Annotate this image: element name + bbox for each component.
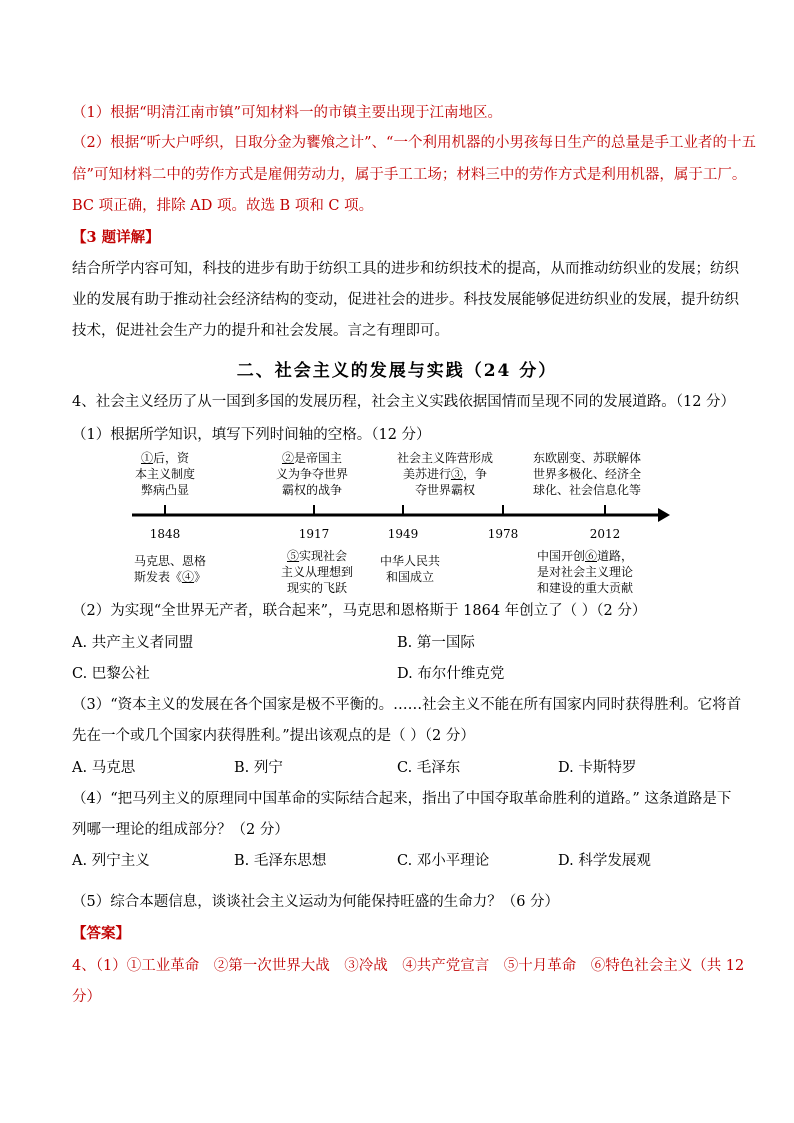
q3-detail-line2: 业的发展有助于推动社会经济结构的变动，促进社会的进步。科技发展能够促进纺织业的发展，提升纺织 [72, 292, 739, 308]
timeline-text: 是帝国主 [294, 451, 343, 465]
option-a[interactable]: A. 马克思 [72, 760, 136, 776]
analysis-p1: （1）根据“明清江南市镇”可知材料一的市镇主要出现于江南地区。 [72, 105, 503, 121]
q4-sub2: （2）为实现“全世界无产者，联合起来”，马克思和恩格斯于 1864 年创立了（ ）（2 分） [72, 603, 647, 619]
timeline-year: 1978 [487, 527, 519, 541]
timeline-year: 1848 [149, 527, 181, 541]
q4-sub3-line2: 先在一个或几个国家内获得胜利。”提出该观点的是（ ）（2 分） [72, 728, 475, 744]
timeline-text: 世界多极化、经济全 [532, 467, 641, 481]
timeline-text: 马克思、恩格 [133, 554, 206, 568]
blank-1: ① [140, 451, 153, 465]
option-c[interactable]: C. 邓小平理论 [397, 853, 490, 869]
timeline-text: 本主义制度 [134, 467, 195, 481]
timeline-text: 义为争夺世界 [275, 467, 348, 481]
timeline-text: 社会主义阵营形成 [396, 451, 493, 465]
blank-5: ⑤ [286, 549, 299, 563]
timeline-year: 1949 [387, 527, 419, 541]
timeline-year: 2012 [589, 527, 621, 541]
analysis-p2-line1: （2）根据“听大户呼织，日取分金为饔飧之计”、“一个利用机器的小男孩每日生产的总量是手工业者的十五 [72, 135, 756, 151]
q4-sub3-line1: （3）“资本主义的发展在各个国家是极不平衡的。……社会主义不能在所有国家内同时获得胜利。它将首 [72, 697, 742, 713]
q4-sub4-line2: 列哪一理论的组成部分？（2 分） [72, 822, 289, 838]
timeline-text: 》 [194, 570, 207, 584]
timeline-text: 东欧剧变、苏联解体 [532, 451, 641, 465]
blank-6: ⑥ [584, 549, 597, 563]
timeline-text: 中华人民共 [379, 554, 440, 568]
timeline-text: 和国成立 [385, 570, 434, 584]
timeline-tick [164, 505, 166, 515]
timeline-top-4 [522, 450, 652, 498]
timeline-year: 1917 [298, 527, 330, 541]
option-b[interactable]: B. 毛泽东思想 [234, 853, 327, 869]
timeline-tick [313, 505, 315, 515]
timeline-top-3 [385, 450, 505, 498]
q4-sub4-line1: （4）“把马列主义的原理同中国革命的实际结合起来，指出了中国夺取革命胜利的道路。” 这条道路是下 [72, 791, 732, 807]
option-a[interactable]: A. 共产主义者同盟 [72, 635, 194, 651]
blank-3: ③ [450, 467, 463, 481]
timeline-bottom-3 [370, 553, 450, 585]
option-c[interactable]: C. 巴黎公社 [72, 666, 150, 682]
timeline-top-1 [115, 450, 215, 498]
option-b[interactable]: B. 列宁 [234, 760, 283, 776]
timeline-arrowhead [658, 508, 670, 522]
timeline-text: 实现社会 [299, 549, 348, 563]
timeline-text: 霸权的战争 [281, 483, 342, 497]
option-d[interactable]: D. 卡斯特罗 [558, 760, 637, 776]
timeline-top-2 [262, 450, 362, 498]
option-c[interactable]: C. 毛泽东 [397, 760, 461, 776]
timeline-bottom-1 [115, 553, 225, 585]
option-d[interactable]: D. 布尔什维克党 [397, 666, 505, 682]
option-b[interactable]: B. 第一国际 [397, 635, 475, 651]
timeline-text: 和建设的重大贡献 [536, 581, 633, 595]
q3-detail-line1: 结合所学内容可知，科技的进步有助于纺织工具的进步和纺织技术的提高，从而推动纺织业的发展；纺织 [72, 261, 739, 277]
answer-heading: 【答案】 [72, 925, 130, 942]
answer-line1: 4、（1）①工业革命 ②第一次世界大战 ③冷战 ④共产党宣言 ⑤十月革命 ⑥特色社会主义（共 12 [72, 958, 745, 974]
timeline-tick [502, 505, 504, 515]
section-title: 二、社会主义的发展与实践（24 分） [236, 361, 558, 381]
timeline-text: ，争 [463, 467, 488, 481]
q4-sub5: （5）综合本题信息，谈谈社会主义运动为何能保持旺盛的生命力？（6 分） [72, 894, 560, 910]
analysis-p2-line2: 倍”可知材料二中的劳作方式是雇佣劳动力，属于手工工场；材料三中的劳作方式是利用机器，属于工厂。 [72, 167, 747, 183]
answer-line2: 分） [72, 989, 101, 1005]
analysis-p2-line3: BC 项正确，排除 AD 项。故选 B 项和 C 项。 [72, 198, 374, 214]
q4-sub1: （1）根据所学知识，填写下列时间轴的空格。（12 分） [72, 427, 431, 443]
timeline-text: 美苏进行 [402, 467, 451, 481]
timeline-bottom-4 [515, 548, 655, 596]
timeline-text: 夺世界霸权 [414, 483, 475, 497]
blank-4: ④ [181, 570, 194, 584]
timeline-text: 道路， [597, 549, 634, 563]
timeline-text: 现实的飞跃 [286, 581, 347, 595]
option-a[interactable]: A. 列宁主义 [72, 853, 150, 869]
q3-detail-line3: 技术，促进社会生产力的提升和社会发展。言之有理即可。 [72, 323, 449, 339]
timeline-text: 斯发表《 [133, 570, 182, 584]
timeline-tick [402, 505, 404, 515]
timeline-text: 中国开创 [536, 549, 585, 563]
q4-stem: 4、社会主义经历了从一国到多国的发展历程，社会主义实践依据国情而呈现不同的发展道路。（12 分） [72, 394, 736, 410]
timeline-text: 弊病凸显 [140, 483, 189, 497]
timeline-text: 球化、社会信息化等 [532, 483, 641, 497]
blank-2: ② [281, 451, 294, 465]
q3-heading: 【3 题详解】 [72, 229, 160, 246]
timeline-text: 是对社会主义理论 [536, 565, 633, 579]
timeline-text: 后，资 [153, 451, 190, 465]
timeline-tick [604, 505, 606, 515]
option-d[interactable]: D. 科学发展观 [558, 853, 651, 869]
timeline-text: 主义从理想到 [280, 565, 353, 579]
timeline-bottom-2 [262, 548, 372, 596]
